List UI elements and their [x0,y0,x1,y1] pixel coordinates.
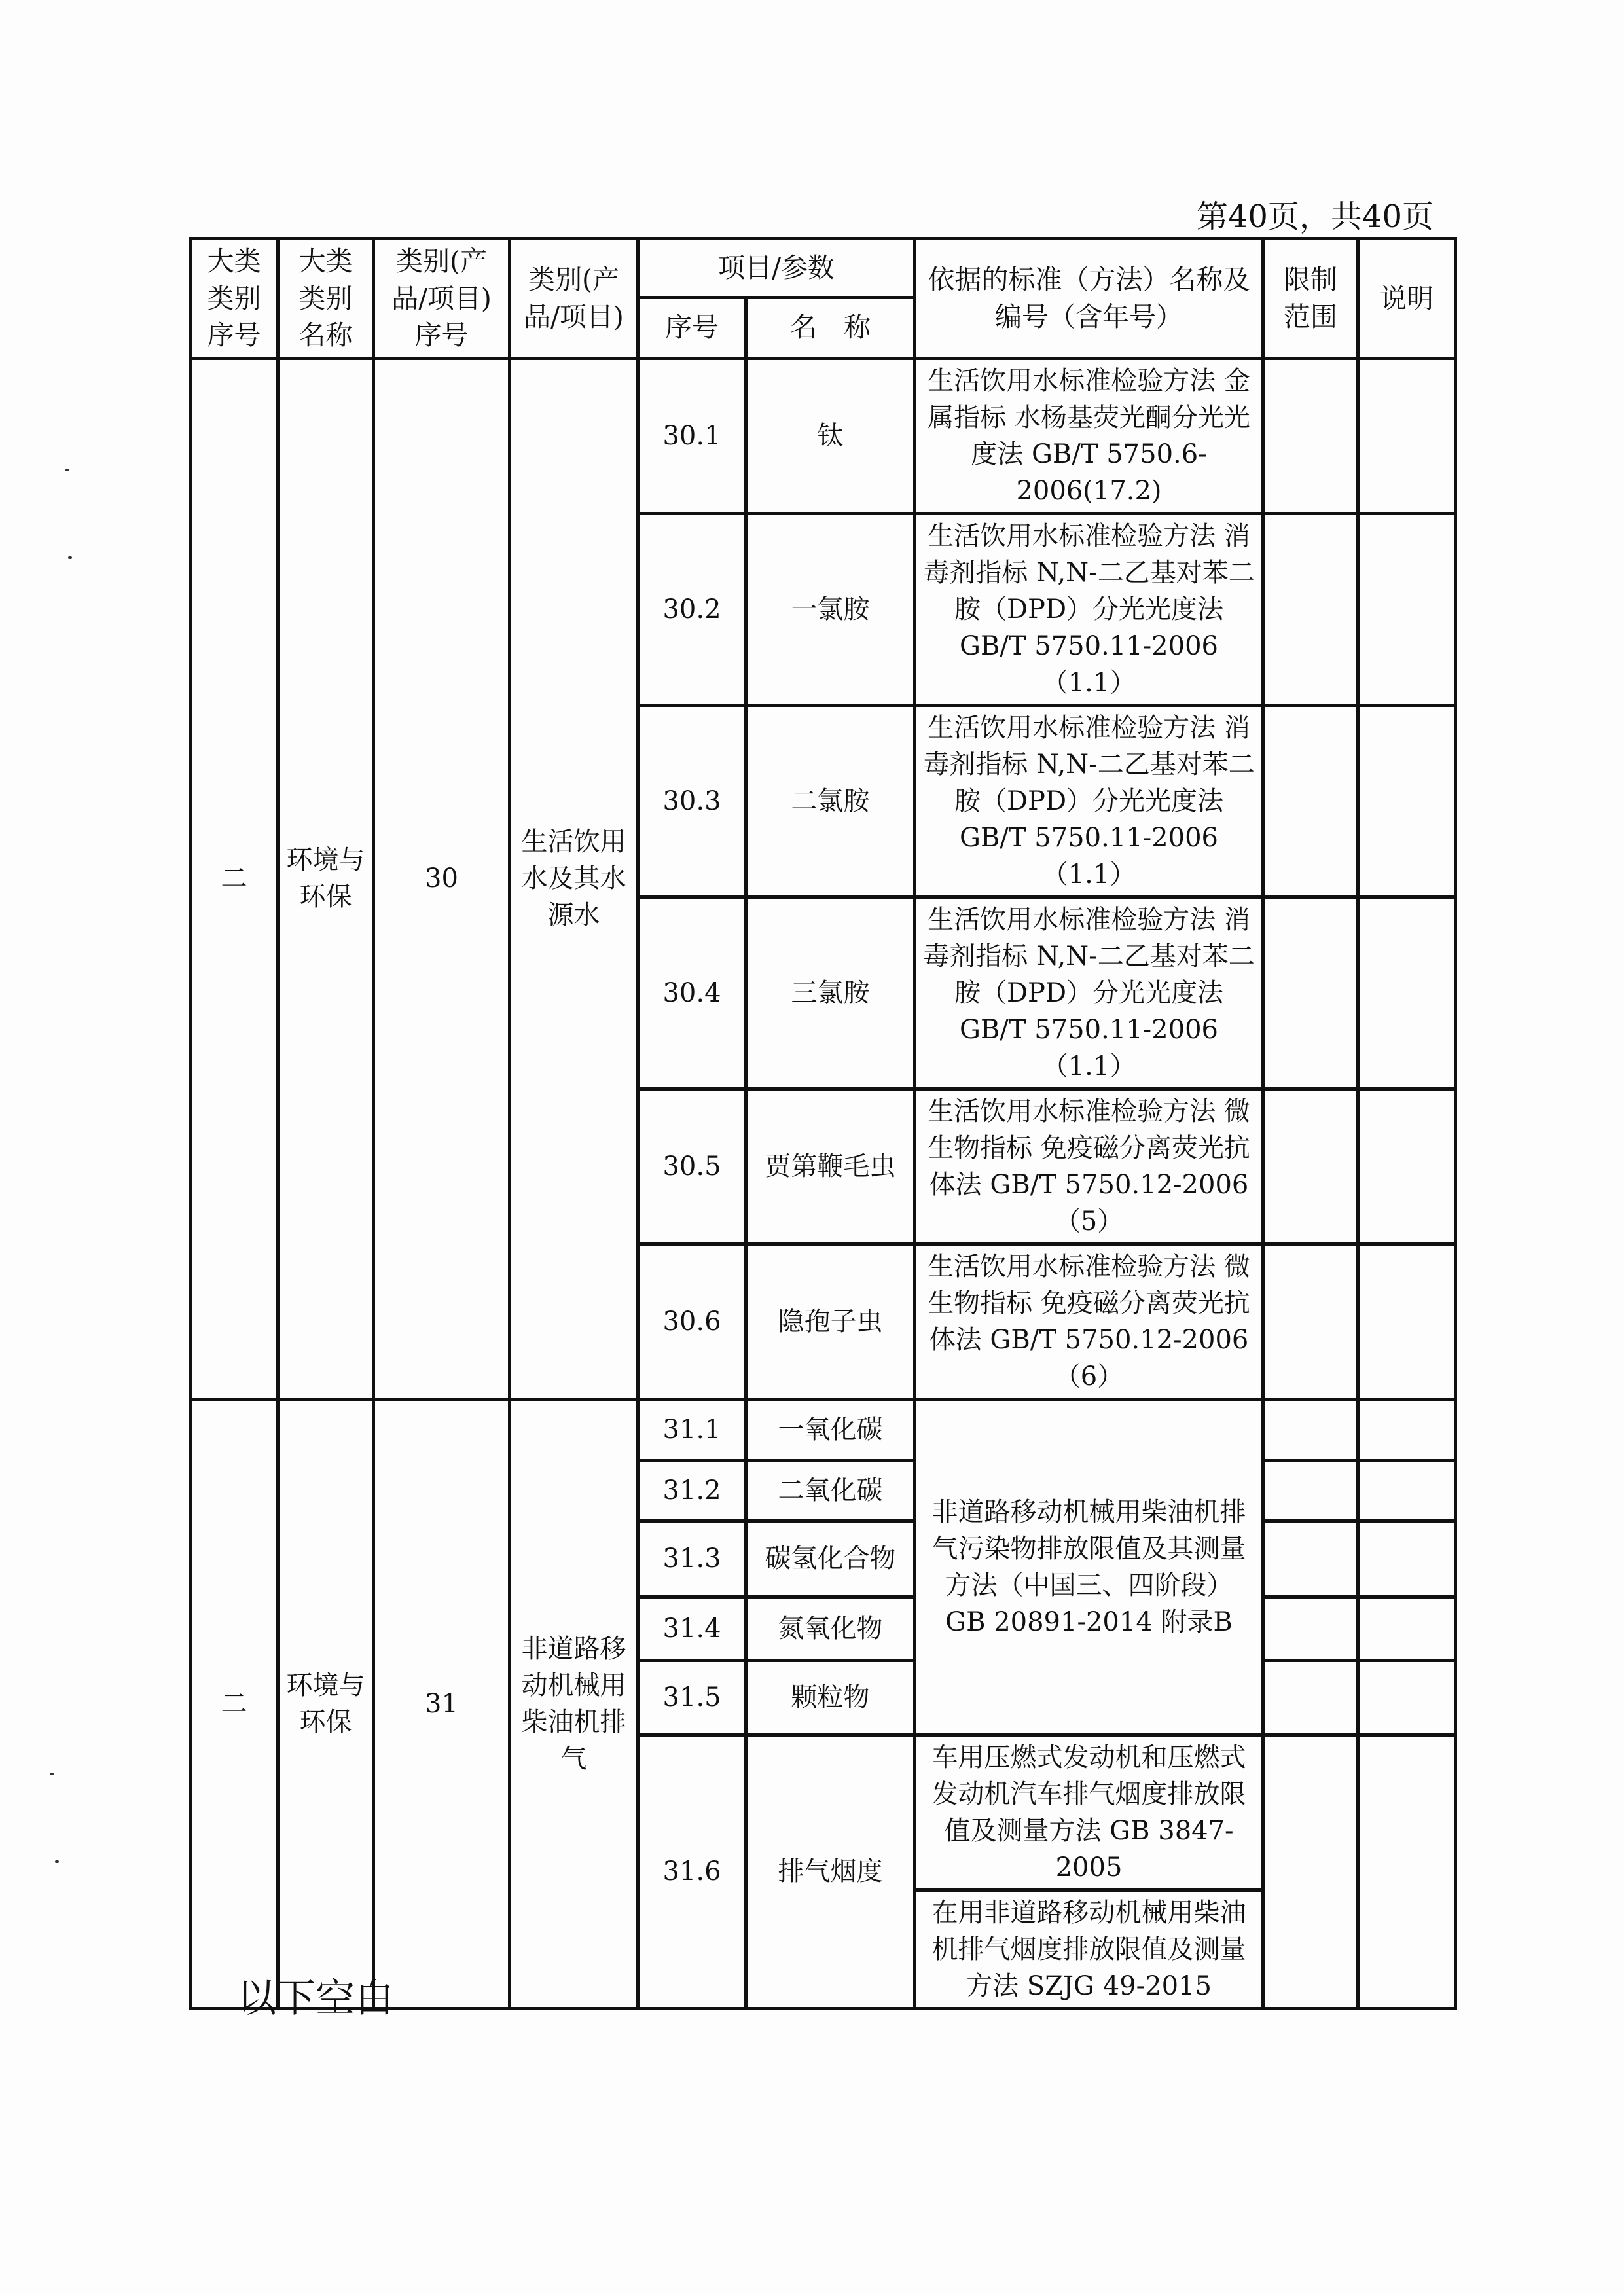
item-standard: 生活饮用水标准检验方法 消毒剂指标 N,N-二乙基对苯二胺（DPD）分光光度法 GB/T 5750.11-2006（1.1） [915,705,1263,897]
item-limit [1263,1244,1358,1399]
group-31-category: 非道路移动机械用柴油机排气 [510,1399,638,2008]
item-limit [1263,1460,1358,1521]
group-31-major-no: 二 [190,1399,278,2008]
header-major-name: 大类类别名称 [278,239,374,359]
item-limit [1263,1735,1358,2008]
item-note [1358,1521,1456,1597]
group-31-shared-standard: 非道路移动机械用柴油机排气污染物排放限值及其测量方法（中国三、四阶段） GB 20891-2014 附录B [915,1399,1263,1735]
item-limit [1263,897,1358,1089]
smoke-standard-szjg: 在用非道路移动机械用柴油机排气烟度排放限值及测量方法 SZJG 49-2015 [915,1890,1263,2008]
item-no: 31.6 [638,1735,746,2008]
scan-speck [65,469,69,471]
item-note [1358,1660,1456,1735]
item-limit [1263,1089,1358,1244]
item-note [1358,358,1456,513]
item-standard: 生活饮用水标准检验方法 金属指标 水杨基荧光酮分光光度法 GB/T 5750.6-2006(17.2) [915,358,1263,513]
item-no: 31.4 [638,1597,746,1660]
item-name: 一氧化碳 [746,1399,915,1460]
item-no: 30.4 [638,897,746,1089]
item-limit [1263,1521,1358,1597]
item-note [1358,513,1456,705]
item-name: 颗粒物 [746,1660,915,1735]
item-no: 31.3 [638,1521,746,1597]
item-note [1358,1460,1456,1521]
item-standard: 生活饮用水标准检验方法 微生物指标 免疫磁分离荧光抗体法 GB/T 5750.12-2006（5） [915,1089,1263,1244]
group-30-major-name: 环境与环保 [278,358,374,1399]
item-no: 31.5 [638,1660,746,1735]
item-standard: 生活饮用水标准检验方法 微生物指标 免疫磁分离荧光抗体法 GB/T 5750.12-2006（6） [915,1244,1263,1399]
item-limit [1263,1597,1358,1660]
scan-speck [68,556,72,559]
group-30-major-no: 二 [190,358,278,1399]
item-limit [1263,705,1358,897]
item-name: 氮氧化物 [746,1597,915,1660]
smoke-standard-gb: 车用压燃式发动机和压燃式发动机汽车排气烟度排放限值及测量方法 GB 3847-2005 [915,1735,1263,1890]
item-no: 31.2 [638,1460,746,1521]
item-no: 30.1 [638,358,746,513]
item-note [1358,1244,1456,1399]
item-name: 贾第鞭毛虫 [746,1089,915,1244]
item-no: 30.5 [638,1089,746,1244]
header-note: 说明 [1358,239,1456,359]
item-name: 三氯胺 [746,897,915,1089]
group-30-category: 生活饮用水及其水源水 [510,358,638,1399]
item-no: 31.1 [638,1399,746,1460]
page-number: 第40页，共40页 [1196,198,1434,235]
header-category-no: 类别(产品/项目)序号 [374,239,510,359]
item-no: 30.3 [638,705,746,897]
item-no: 30.2 [638,513,746,705]
item-note [1358,1597,1456,1660]
item-limit [1263,1399,1358,1460]
header-items: 项目/参数 [638,239,915,298]
header-limit: 限制范围 [1263,239,1358,359]
item-name: 碳氢化合物 [746,1521,915,1597]
item-note [1358,1399,1456,1460]
header-major-no: 大类类别序号 [190,239,278,359]
scan-speck [55,1860,59,1863]
item-note [1358,1089,1456,1244]
header-standard: 依据的标准（方法）名称及编号（含年号） [915,239,1263,359]
item-name: 二氯胺 [746,705,915,897]
item-no: 30.6 [638,1244,746,1399]
item-note [1358,1735,1456,2008]
item-note [1358,705,1456,897]
item-limit [1263,1660,1358,1735]
group-31-major-name: 环境与环保 [278,1399,374,2008]
end-of-content-note: 以下空白 [237,1976,394,2021]
item-note [1358,897,1456,1089]
item-name: 排气烟度 [746,1735,915,2008]
item-standard: 生活饮用水标准检验方法 消毒剂指标 N,N-二乙基对苯二胺（DPD）分光光度法 GB/T 5750.11-2006（1.1） [915,513,1263,705]
item-standard: 生活饮用水标准检验方法 消毒剂指标 N,N-二乙基对苯二胺（DPD）分光光度法 GB/T 5750.11-2006（1.1） [915,897,1263,1089]
item-limit [1263,358,1358,513]
scan-speck [50,1773,54,1775]
group-31-category-no: 31 [374,1399,510,2008]
header-item-name: 名 称 [746,297,915,358]
item-name: 隐孢子虫 [746,1244,915,1399]
item-name: 一氯胺 [746,513,915,705]
header-category: 类别(产品/项目) [510,239,638,359]
header-item-no: 序号 [638,297,746,358]
item-name: 钛 [746,358,915,513]
group-30-category-no: 30 [374,358,510,1399]
capability-table [189,237,1457,2010]
item-name: 二氧化碳 [746,1460,915,1521]
item-limit [1263,513,1358,705]
